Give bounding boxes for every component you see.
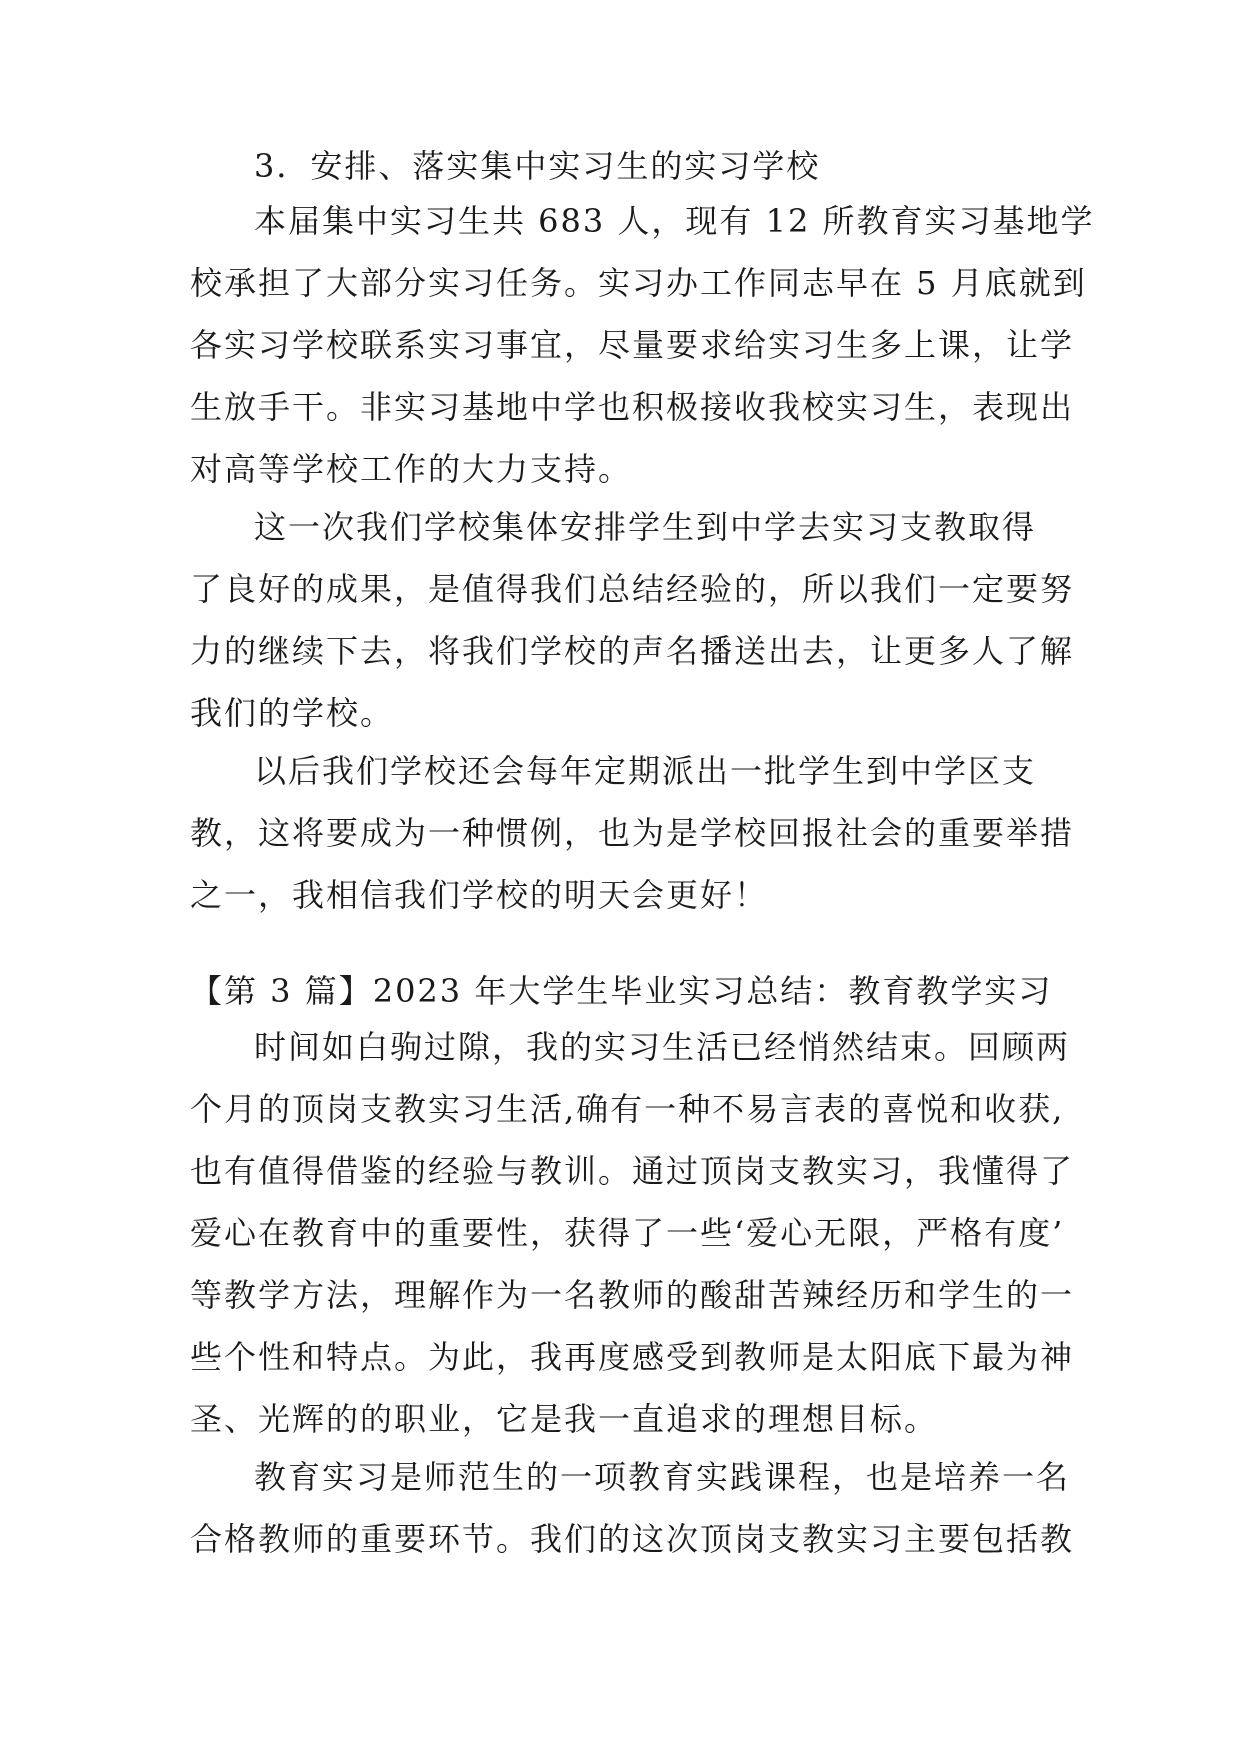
paragraph-line: 了良好的成果，是值得我们总结经验的，所以我们一定要努 <box>190 570 1075 608</box>
paragraph-line: 以后我们学校还会每年定期派出一批学生到中学区支 <box>254 752 1037 790</box>
paragraph-line: 教育实习是师范生的一项教育实践课程，也是培养一名 <box>254 1458 1071 1496</box>
paragraph-line: 时间如白驹过隙，我的实习生活已经悄然结束。回顾两 <box>254 1028 1071 1066</box>
paragraph-line: 这一次我们学校集体安排学生到中学去实习支教取得 <box>254 508 1037 546</box>
paragraph-line: 各实习学校联系实习事宜，尽量要求给实习生多上课，让学 <box>190 326 1075 364</box>
paragraph <box>190 496 1075 744</box>
paragraph <box>190 1446 1075 1570</box>
paragraph <box>190 1016 1075 1450</box>
paragraph-line: 等教学方法，理解作为一名教师的酸甜苦辣经历和学生的一 <box>190 1276 1075 1314</box>
section-title <box>190 960 1070 1022</box>
paragraph-line: 爱心在教育中的重要性，获得了一些‘爱心无限，严格有度’ <box>190 1214 1065 1252</box>
item-heading-text: 3．安排、落实集中实习生的实习学校 <box>254 147 821 185</box>
paragraph-line: 合格教师的重要环节。我们的这次顶岗支教实习主要包括教 <box>190 1520 1075 1558</box>
paragraph-line: 生放手干。非实习基地中学也积极接收我校实习生，表现出 <box>190 388 1075 426</box>
paragraph <box>190 190 1095 500</box>
paragraph-line: 些个性和特点。为此，我再度感受到教师是太阳底下最为神 <box>190 1338 1075 1376</box>
paragraph-line: 教，这将要成为一种惯例，也为是学校回报社会的重要举措 <box>190 814 1075 852</box>
item-heading <box>190 135 1070 197</box>
paragraph-line: 校承担了大部分实习任务。实习办工作同志早在 5 月底就到 <box>190 264 1087 302</box>
paragraph <box>190 740 1075 926</box>
paragraph-line: 我们的学校。 <box>190 694 395 732</box>
paragraph-line: 对高等学校工作的大力支持。 <box>190 450 633 488</box>
paragraph-line: 圣、光辉的的职业，它是我一直追求的理想目标。 <box>190 1400 939 1438</box>
paragraph-line: 之一，我相信我们学校的明天会更好！ <box>190 876 769 914</box>
paragraph-line: 本届集中实习生共 683 人，现有 12 所教育实习基地学 <box>254 202 1095 240</box>
paragraph-line: 个月的顶岗支教实习生活,确有一种不易言表的喜悦和收获, <box>190 1090 1065 1128</box>
paragraph-line: 也有值得借鉴的经验与教训。通过顶岗支教实习，我懂得了 <box>190 1152 1075 1190</box>
paragraph-line: 力的继续下去，将我们学校的声名播送出去，让更多人了解 <box>190 632 1075 670</box>
section-title-text: 【第 3 篇】2023 年大学生毕业实习总结：教育教学实习 <box>190 972 1053 1010</box>
